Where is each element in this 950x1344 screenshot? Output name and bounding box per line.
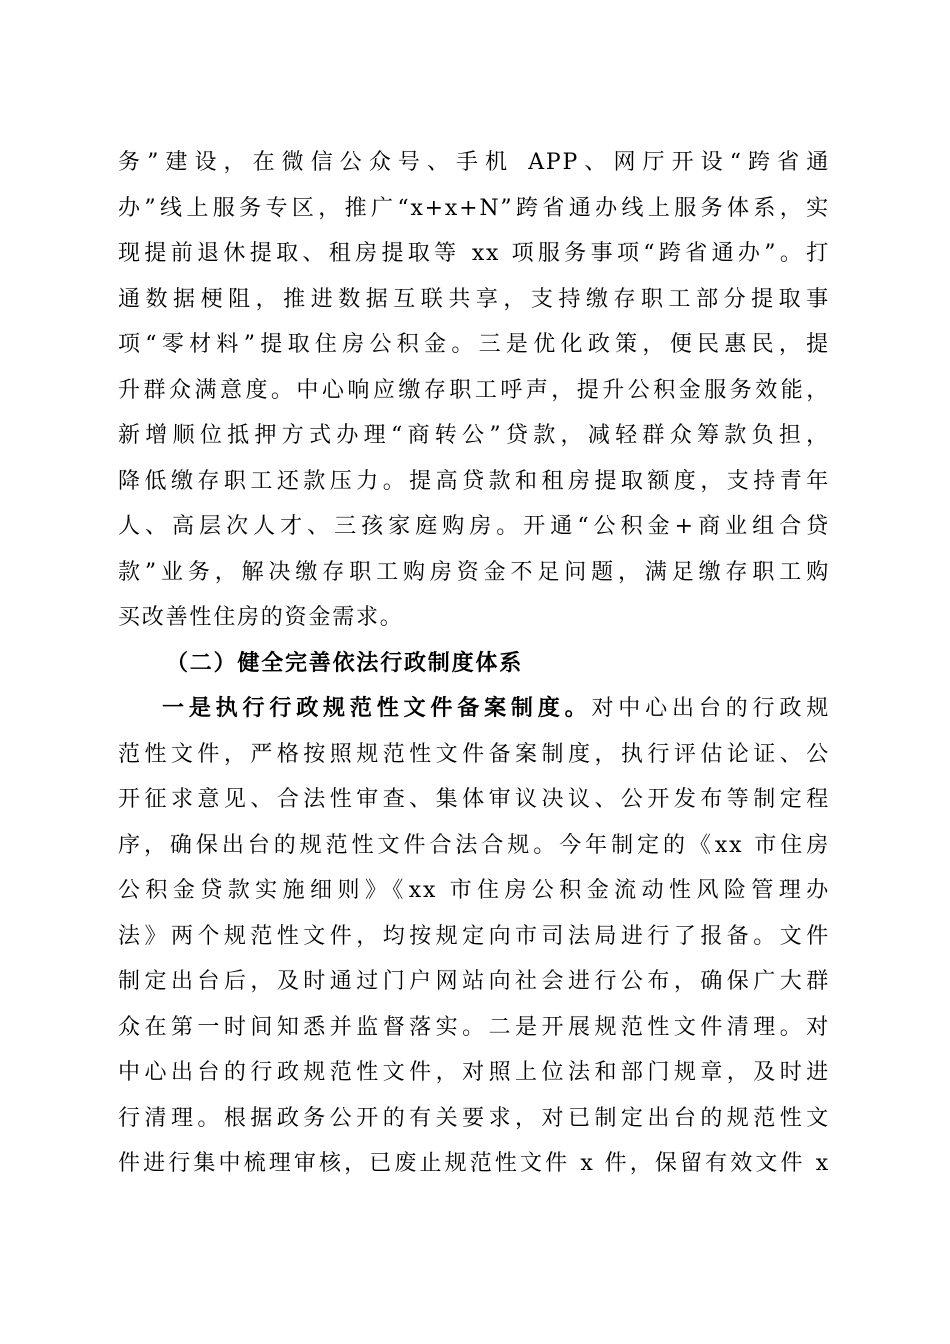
text-line: 现提前退休提取、租房提取等 xx 项服务事项“跨省通办”。打 bbox=[118, 241, 830, 266]
lead-phrase: 一是执行行政规范性文件备案制度。 bbox=[162, 695, 592, 721]
text-line: 款”业务，解决缴存职工购房资金不足问题，满足缴存职工购 bbox=[118, 559, 830, 585]
text-line: 新增顺位抵押方式办理“商转公”贷款，减轻群众筹款负担， bbox=[118, 423, 830, 448]
section-heading: （二）健全完善依法行政制度体系 bbox=[166, 649, 524, 676]
text-line: 件进行集中梳理审核，已废止规范性文件 x 件，保留有效文件 x bbox=[118, 1151, 830, 1176]
document-body bbox=[118, 140, 830, 1187]
text-line: 中心出台的行政规范性文件，对照上位法和部门规章，及时进 bbox=[118, 1060, 830, 1085]
text-line: 降低缴存职工还款压力。提高贷款和租房提取额度，支持青年 bbox=[118, 468, 830, 494]
text-line: 务”建设，在微信公众号、手机 APP、网厅开设“跨省通 bbox=[118, 150, 830, 175]
text-line: 办”线上服务专区，推广“x+x+N”跨省通办线上服务体系，实 bbox=[118, 195, 830, 221]
lead-rest: 对中心出台的行政规 bbox=[591, 696, 830, 721]
text-line: 升群众满意度。中心响应缴存职工呼声，提升公积金服务效能， bbox=[118, 377, 830, 403]
text-line: 通数据梗阻，推进数据互联共享，支持缴存职工部分提取事 bbox=[118, 286, 830, 312]
text-line: 买改善性住房的资金需求。 bbox=[118, 605, 404, 630]
text-line: 法》两个规范性文件，均按规定向市司法局进行了报备。文件 bbox=[118, 923, 830, 949]
paragraph-first-line bbox=[118, 686, 830, 732]
text-line: 项“零材料”提取住房公积金。三是优化政策，便民惠民，提 bbox=[118, 332, 830, 357]
text-line: 人、高层次人才、三孩家庭购房。开通“公积金+商业组合贷 bbox=[118, 514, 830, 539]
text-line: 范性文件，严格按照规范性文件备案制度，执行评估论证、公 bbox=[118, 741, 830, 767]
text-line: 制定出台后，及时通过门户网站向社会进行公布，确保广大群 bbox=[118, 969, 830, 994]
text-line: 众在第一时间知悉并监督落实。二是开展规范性文件清理。对 bbox=[118, 1014, 830, 1040]
text-line: 行清理。根据政务公开的有关要求，对已制定出台的规范性文 bbox=[118, 1105, 830, 1131]
text-line: 公积金贷款实施细则》《xx 市住房公积金流动性风险管理办 bbox=[118, 878, 830, 903]
text-line: 开征求意见、合法性审查、集体审议决议、公开发布等制定程 bbox=[118, 787, 830, 812]
text-line: 序，确保出台的规范性文件合法合规。今年制定的《xx 市住房 bbox=[118, 832, 830, 858]
